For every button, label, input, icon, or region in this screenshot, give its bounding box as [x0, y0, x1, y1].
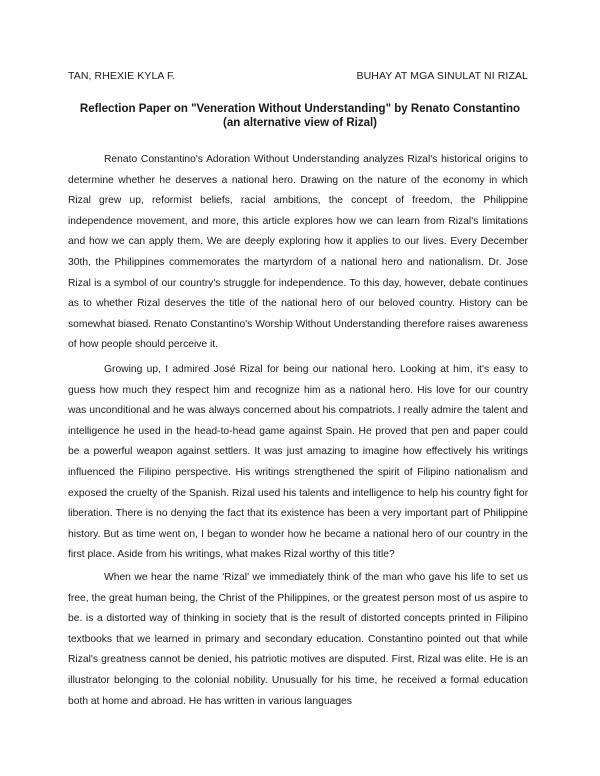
- paragraph-3: When we hear the name 'Rizal' we immediately think of the man who gave his life to set us free, the great human being, the Christ of the Philippines, or the greatest person most of us aspire to be. is a distorted way of thinking in society that is the result of distorted concepts printed in Filipino textbooks that we learned in primary and secondary education. Constantino pointed out that while Rizal's greatness cannot be denied, his patriotic motives are disputed. First, Rizal was elite. He is an illustrator belonging to the colonial nobility. Unusually for his time, he received a formal education both at home and abroad. He has written in various languages: [68, 572, 528, 707]
- author-name: TAN, RHEXIE KYLA F.: [68, 70, 176, 82]
- title-line-2: (an alternative view of Rizal): [222, 117, 377, 129]
- paragraph-2: Growing up, I admired José Rizal for being our national hero. Looking at him, it's easy to guess how much they respect him and recognize him as a national hero. His love for our country was unconditional and he was always concerned about his compatriots. I really admire the talent and intelligence he used in the head-to-head game against Spain. He proved that pen and paper could be a powerful weapon against settlers. It was just amazing to imagine how effectively his writings influenced the Filipino perspective. His writings strengthened the spirit of Filipino nationalism and exposed the cruelty of the Spanish. Rizal used his talents and intelligence to help his country fight for liberation. There is no denying the fact that its existence has been a very important part of Philippine history. But as time went on, I began to wonder how he became a national hero of our country in the first place. Aside from his writings, what makes Rizal worthy of this title?: [68, 364, 528, 561]
- paper-title: [60, 102, 540, 130]
- paragraph-1: Renato Constantino's Adoration Without Understanding analyzes Rizal's historical origins to determine whether he deserves a national hero. Drawing on the nature of the economy in which Rizal grew up, reformist beliefs, racial ambitions, the concept of freedom, the Philippine independence movement, and more, this article explores how we can learn from Rizal's limitations and how we can apply them. We are deeply exploring how it applies to our lives. Every December 30th, the Philippines commemorates the martyrdom of a national hero and nationalism. Dr. Jose Rizal is a symbol of our country's struggle for independence. To this day, however, debate continues as to whether Rizal deserves the title of the national hero of our beloved country. History can be somewhat biased. Renato Constantino's Worship Without Understanding therefore raises awareness of how people should perceive it.: [68, 154, 528, 351]
- title-line-1: Reflection Paper on "Veneration Without Understanding" by Renato Constantino: [79, 103, 521, 115]
- course-title: BUHAY AT MGA SINULAT NI RIZAL: [356, 70, 528, 82]
- page-header: [68, 70, 528, 86]
